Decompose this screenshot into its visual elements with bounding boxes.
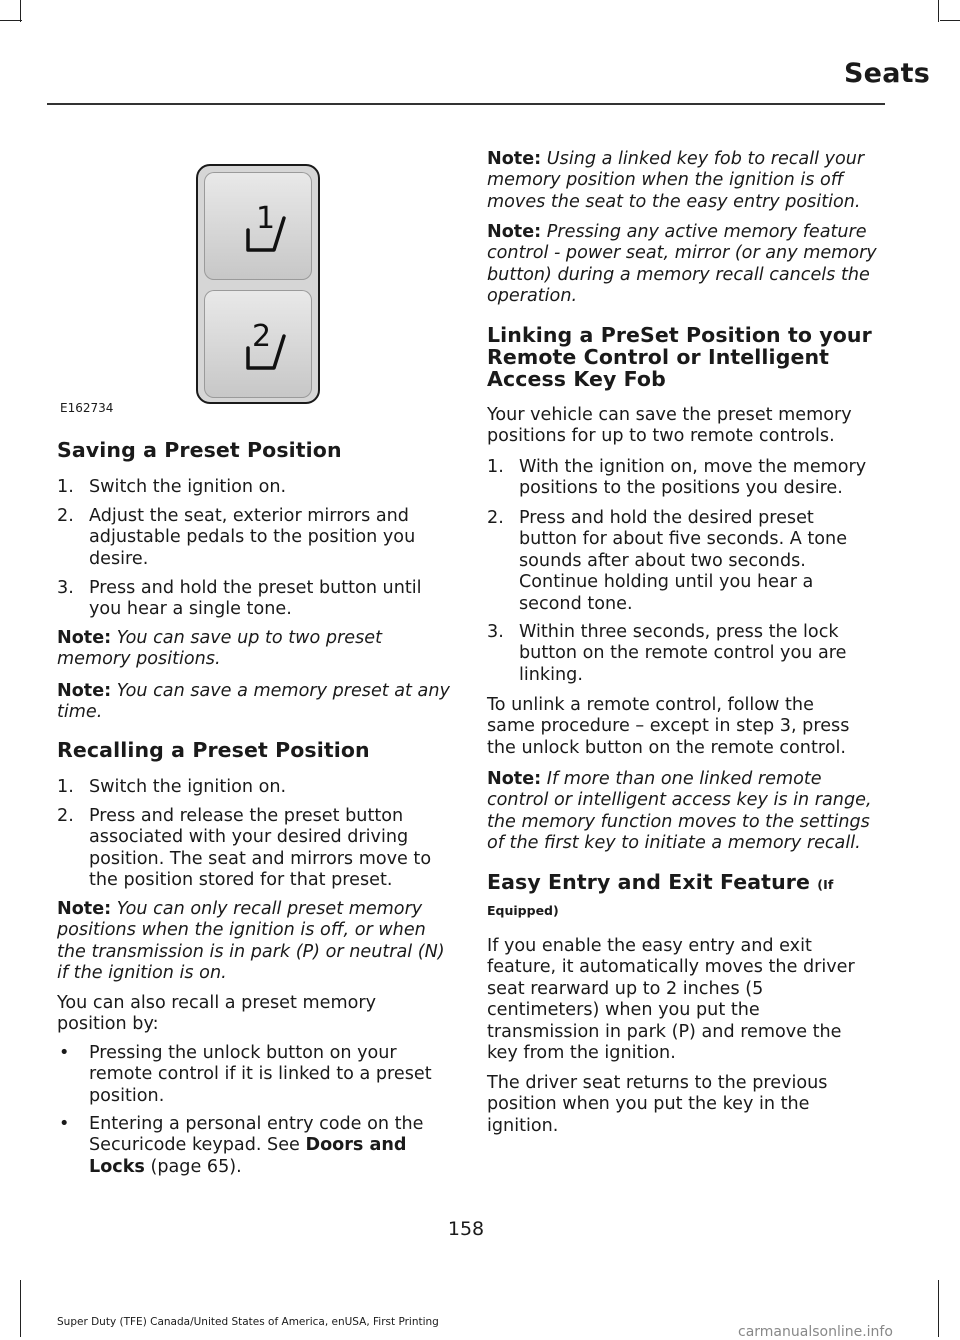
header-divider — [47, 103, 885, 105]
paragraph: If you enable the easy entry and exit feature, it automatically moves the driver seat rearward up to 2 inches (5 centimeters) when you put the transmission in park (P) and remove the key from the ignition. — [487, 936, 855, 1064]
list-item: 2. Press and hold the desired preset button for about five seconds. A tone sounds after about two seconds. Continue holding until you hear a second tone. — [487, 508, 848, 614]
linking-heading: Linking a PreSet Position to your Remote Control or Intelligent Access Key Fob — [487, 323, 872, 391]
crop-mark — [940, 20, 960, 21]
note: Note: You can only recall preset memory positions when the ignition is off, or when the transmission is in park (P) or neutral (N) if the ignition is on. — [57, 899, 445, 984]
note: Note: You can save a memory preset at any time. — [57, 681, 450, 723]
doors-and-locks-link[interactable]: Doors and — [305, 1135, 407, 1156]
memory-button-2 — [204, 290, 312, 398]
note: Note: Using a linked key fob to recall your memory position when the ignition is off moves the seat to the easy entry position. — [487, 149, 865, 212]
note: Note: You can save up to two preset memory positions. — [57, 628, 383, 670]
note: Note: Pressing any active memory feature control - power seat, mirror (or any memory button) during a memory recall cancels the operation. — [487, 222, 877, 307]
easy-entry-heading: Easy Entry and Exit Feature (If — [487, 870, 834, 894]
page-title: Seats — [844, 58, 930, 89]
paragraph: The driver seat returns to the previous position when you put the key in the ignition. — [487, 1073, 828, 1136]
memory-button-1 — [204, 172, 312, 280]
memory-buttons-figure — [196, 164, 320, 404]
recalling-heading: Recalling a Preset Position — [57, 738, 370, 762]
crop-mark — [20, 0, 21, 22]
watermark: carmanualsonline.info — [738, 1324, 893, 1340]
figure-code: E162734 — [60, 401, 114, 415]
equipped-label: Equipped) — [487, 903, 559, 918]
list-item: 1. Switch the ignition on. — [57, 777, 287, 797]
list-item: 2. Press and release the preset button associated with your desired driving position. The seat and mirrors move to the position stored for that preset. — [57, 806, 432, 891]
note: Note: If more than one linked remote control or intelligent access key is in range, the memory function moves to the settings of the first key to initiate a memory recall. — [487, 769, 872, 854]
edition-line: Super Duty (TFE) Canada/United States of America, enUSA, First Printing — [57, 1316, 439, 1328]
list-item: 1. With the ignition on, move the memory positions to the positions you desire. — [487, 457, 867, 499]
seat-1-icon — [204, 172, 312, 280]
list-item: 3. Press and hold the preset button until you hear a single tone. — [57, 578, 422, 620]
saving-heading: Saving a Preset Position — [57, 438, 342, 462]
crop-mark — [0, 20, 22, 21]
seat-1-number: 1 — [256, 201, 276, 236]
page-number: 158 — [447, 1218, 485, 1240]
seat-2-icon — [204, 290, 312, 398]
list-item: 1. Switch the ignition on. — [57, 477, 287, 497]
paragraph: Your vehicle can save the preset memory positions for up to two remote controls. — [487, 405, 852, 447]
list-item: 2. Adjust the seat, exterior mirrors and adjustable pedals to the position you desire. — [57, 506, 416, 569]
list-item: • Entering a personal entry code on the Securicode keypad. See Doors and Locks (page 65). — [59, 1114, 424, 1177]
doors-and-locks-link[interactable]: Locks — [89, 1156, 145, 1177]
crop-mark — [938, 1280, 939, 1337]
crop-mark — [20, 1280, 21, 1337]
list-item: 3. Within three seconds, press the lock button on the remote control you are linking. — [487, 622, 847, 685]
paragraph: To unlink a remote control, follow the same procedure – except in step 3, press the unlock button on the remote control. — [487, 695, 850, 758]
list-item: • Pressing the unlock button on your remote control if it is linked to a preset position. — [59, 1043, 432, 1106]
paragraph: You can also recall a preset memory position by: — [57, 993, 377, 1035]
seat-2-number: 2 — [252, 319, 272, 354]
crop-mark — [938, 0, 939, 22]
